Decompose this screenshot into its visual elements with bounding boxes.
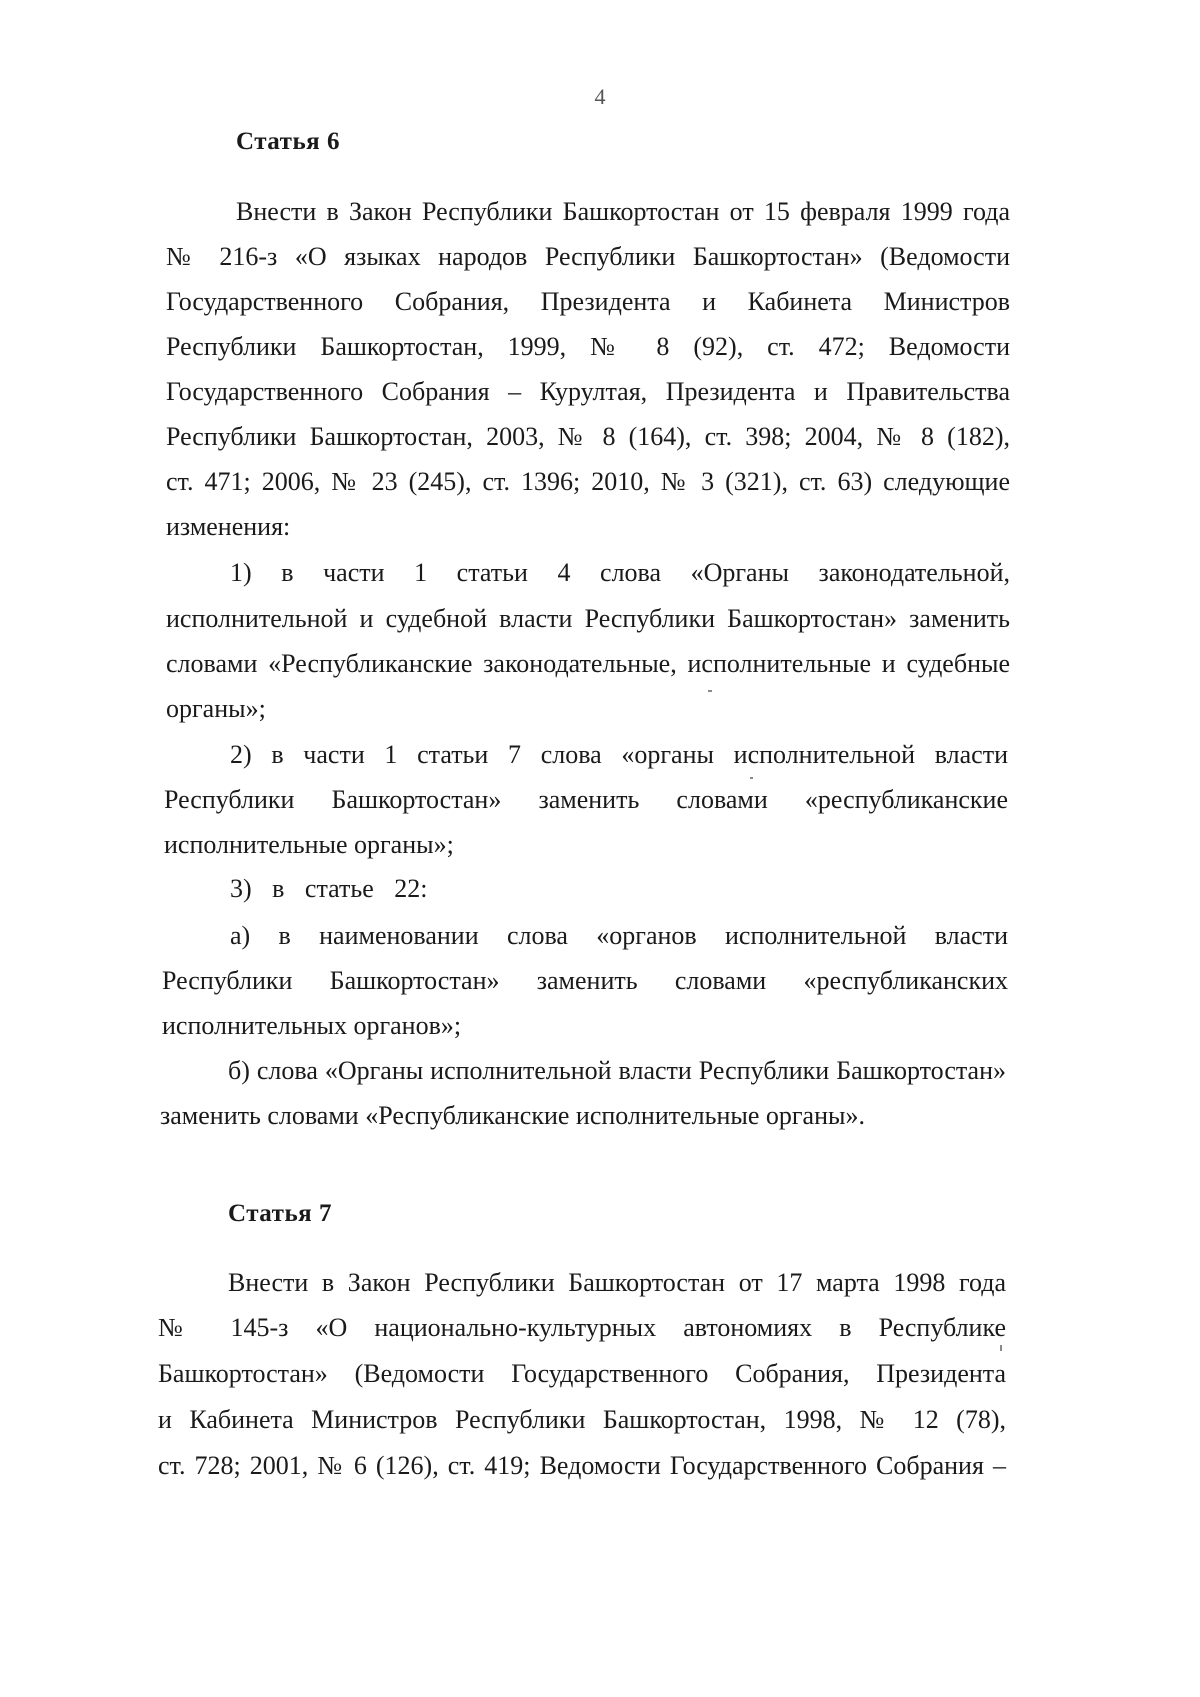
text-line: органы»; bbox=[166, 694, 266, 723]
scan-speck bbox=[1000, 1345, 1002, 1351]
text-line: 3) в статье 22: bbox=[230, 874, 428, 903]
text-line: ст. 471; 2006, № 23 (245), ст. 1396; 2010, № 3 (321), ст. 63) следующие bbox=[166, 467, 1010, 496]
text-line: Республики Башкортостан, 2003, № 8 (164), ст. 398; 2004, № 8 (182), bbox=[166, 422, 1010, 451]
text-line: Башкортостан» (Ведомости Государственного Собрания, Президента bbox=[158, 1359, 1006, 1388]
scan-speck bbox=[708, 690, 712, 692]
text-line: и Кабинета Министров Республики Башкортостан, 1998, № 12 (78), bbox=[158, 1405, 1006, 1434]
text-line: ст. 728; 2001, № 6 (126), ст. 419; Ведомости Государственного Собрания – bbox=[158, 1451, 1006, 1480]
text-line: а) в наименовании слова «органов исполнительной власти bbox=[230, 921, 1008, 950]
text-line: изменения: bbox=[166, 512, 291, 541]
text-line: Внести в Закон Республики Башкортостан от 15 февраля 1999 года bbox=[236, 197, 1010, 226]
text-line: Государственного Собрания, Президента и Кабинета Министров bbox=[166, 287, 1010, 316]
article-6-heading: Статья 6 bbox=[236, 128, 340, 155]
text-line: № 145-з «О национально-культурных автономиях в Республике bbox=[158, 1313, 1006, 1342]
text-line: 2) в части 1 статьи 7 слова «органы исполнительной власти bbox=[230, 740, 1008, 769]
text-line: 1) в части 1 статьи 4 слова «Органы законодательной, bbox=[230, 558, 1010, 587]
text-line: заменить словами «Республиканские исполнительные органы». bbox=[160, 1101, 865, 1130]
text-line: словами «Республиканские законодательные, исполнительные и судебные bbox=[166, 649, 1010, 678]
text-line: исполнительной и судебной власти Республики Башкортостан» заменить bbox=[166, 604, 1010, 633]
text-line: исполнительных органов»; bbox=[162, 1011, 462, 1040]
text-line: исполнительные органы»; bbox=[164, 830, 454, 859]
scan-speck bbox=[750, 777, 753, 779]
article-7-heading: Статья 7 bbox=[228, 1200, 332, 1227]
text-line: Внести в Закон Республики Башкортостан от 17 марта 1998 года bbox=[228, 1268, 1006, 1297]
text-line: Республики Башкортостан, 1999, № 8 (92), ст. 472; Ведомости bbox=[166, 332, 1010, 361]
text-line: Государственного Собрания – Курултая, Президента и Правительства bbox=[166, 377, 1010, 406]
text-line: Республики Башкортостан» заменить словами «республиканских bbox=[162, 966, 1008, 995]
text-line: Республики Башкортостан» заменить словами «республиканские bbox=[164, 785, 1008, 814]
page-number: 4 bbox=[594, 84, 606, 109]
text-line: № 216-з «О языках народов Республики Башкортостан» (Ведомости bbox=[166, 242, 1010, 271]
text-line: б) слова «Органы исполнительной власти Республики Башкортостан» bbox=[228, 1056, 1006, 1085]
